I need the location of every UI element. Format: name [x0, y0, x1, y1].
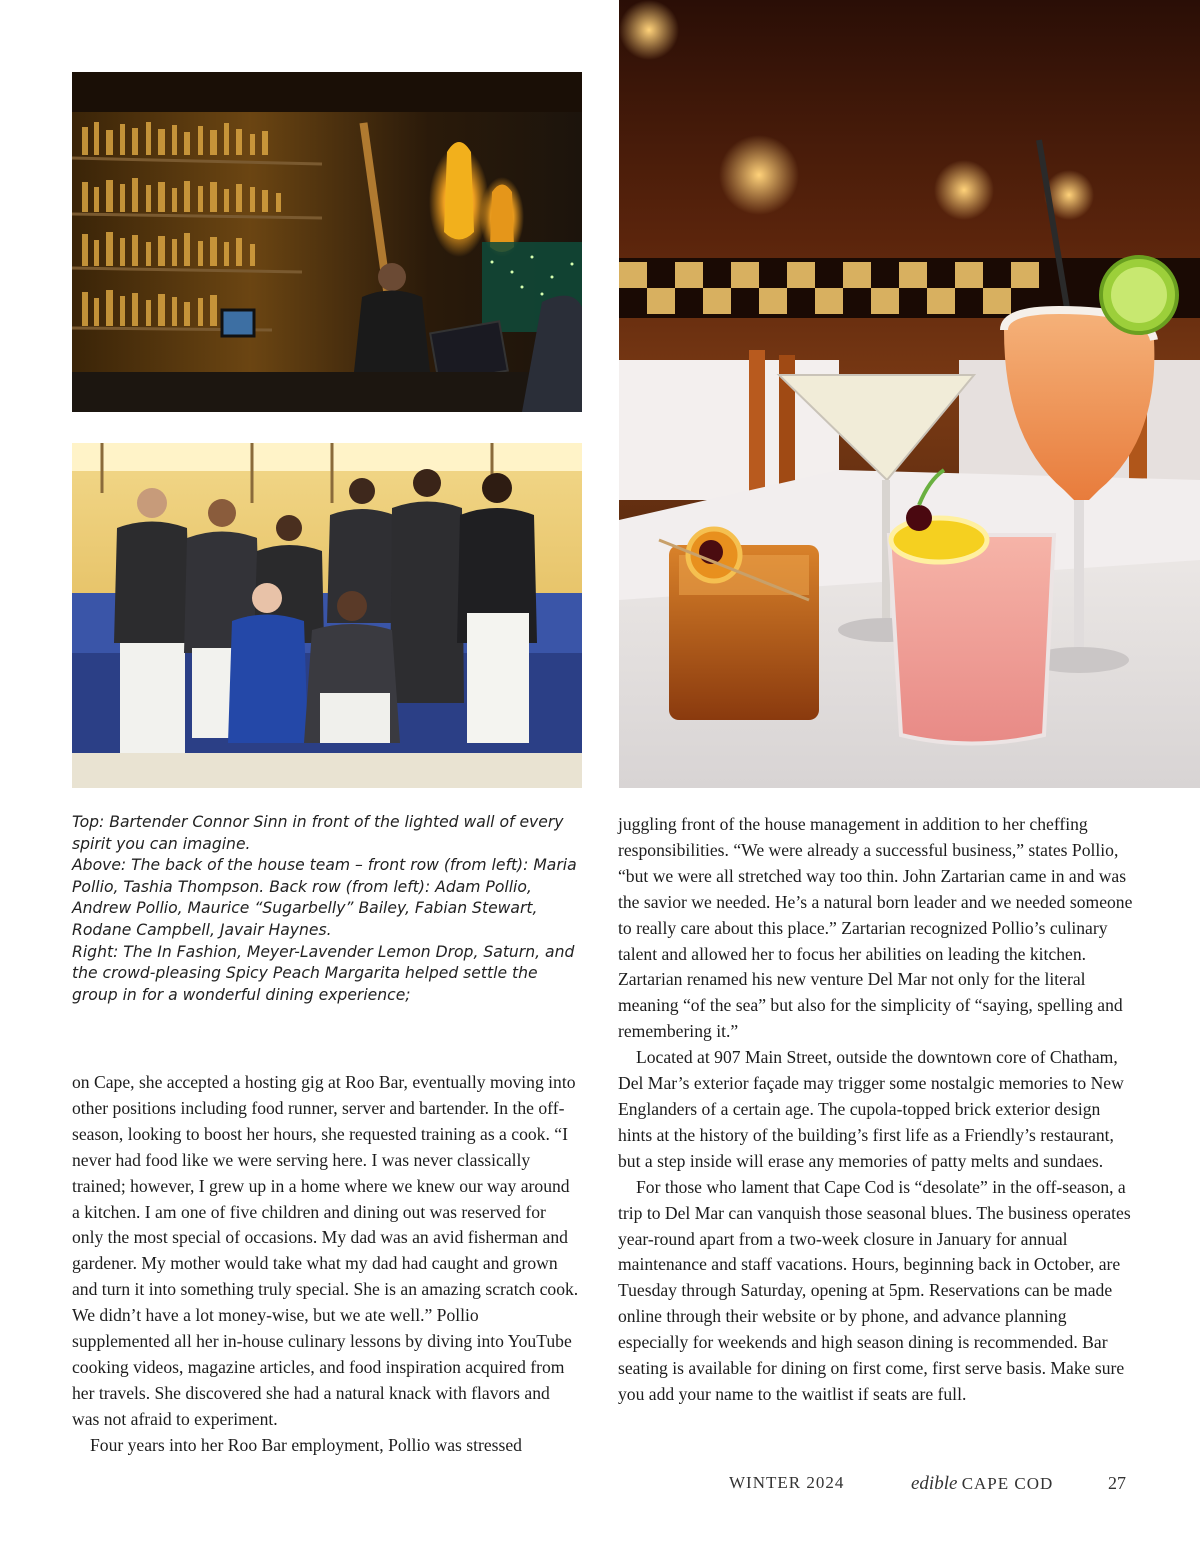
article-paragraph: juggling front of the house management in addition to her cheffing responsibilities. “We were already a successful business,” states Pollio, “but we were all stretched way too thin. John Zartarian came in and was the savior we needed. He’s a natural born leader and we needed someone to really care about this place.” Zartarian recognized Pollio’s culinary talent and allowed her to focus her abilities on leading the kitchen. Zartarian renamed his new venture Del Mar not only for the literal meaning “of the sea” but also for the simplicity of “saying, spelling and remembering it.” [618, 814, 1133, 1042]
caption-top: Top: Bartender Connor Sinn in front of the lighted wall of every spirit you can imagine. [72, 813, 564, 853]
article-paragraph: on Cape, she accepted a hosting gig at Roo Bar, eventually moving into other positions including food runner, server and bartender. In the off-season, looking to boost her hours, she requested training as a cook. “I never had food like we were serving here. I was never classically trained; however, I grew up in a home where we knew our way around a kitchen. I am one of five children and dining out was reserved for only the most special of occasions. My dad was an avid fisherman and gardener. My mother would take what my dad had caught and grown and turn it into something truly special. She is an amazing scratch cook. We didn’t have a lot money-wise, but we ate well.” Pollio supplemented all her in-house culinary lessons by diving into YouTube cooking videos, magazine articles, and food inspiration acquired from her travels. She discovered she had a natural knack with flavors and was not afraid to experiment. [72, 1072, 579, 1429]
article-paragraph: For those who lament that Cape Cod is “desolate” in the off-season, a trip to Del Mar can vanquish those seasonal blues. The business operates year-round apart from a two-week closure in January for annual maintenance and staff vacations. Hours, beginning back in October, are Tuesday through Saturday, opening at 5pm. Reservations can be made online through their website or by phone, and advance planning especially for weekends and high season dining is recommended. Bar seating is available for dining on first come, first serve basis. Make sure you add your name to the waitlist if seats are full. [618, 1176, 1131, 1404]
article-column-left [72, 1070, 580, 1459]
caption-above: Above: The back of the house team – front row (from left): Maria Pollio, Tashia Thompson. Back row (from left): Adam Pollio, Andrew Pollio, Maurice “Sugarbelly” Bailey, Fabian Stewart, Rodane Campbell, Javair Haynes. [72, 856, 577, 939]
article-paragraph: Four years into her Roo Bar employment, Pollio was stressed [90, 1434, 522, 1455]
caption-right: Right: The In Fashion, Meyer-Lavender Lemon Drop, Saturn, and the crowd-pleasing Spicy Peach Margarita helped settle the group in for a wonderful dining experience; [72, 942, 575, 1004]
team-photo [72, 443, 582, 788]
article-paragraph: Located at 907 Main Street, outside the downtown core of Chatham, Del Mar’s exterior façade may trigger some nostalgic memories to New Englanders of a certain age. The cupola-topped brick exterior design hints at the history of the building’s first life as a Friendly’s restaurant, but a step inside will erase any memories of patty melts and sundaes. [618, 1047, 1124, 1171]
brand-cape-cod: CAPE COD [961, 1474, 1054, 1493]
article-column-right [618, 812, 1133, 1408]
bar-photo [72, 72, 582, 412]
footer-brand [911, 1473, 1053, 1495]
brand-edible: edible [911, 1473, 958, 1494]
footer-issue: WINTER 2024 [729, 1473, 845, 1492]
photo-caption [72, 812, 587, 1006]
page-number: 27 [1108, 1473, 1126, 1493]
cocktails-photo [619, 0, 1200, 788]
